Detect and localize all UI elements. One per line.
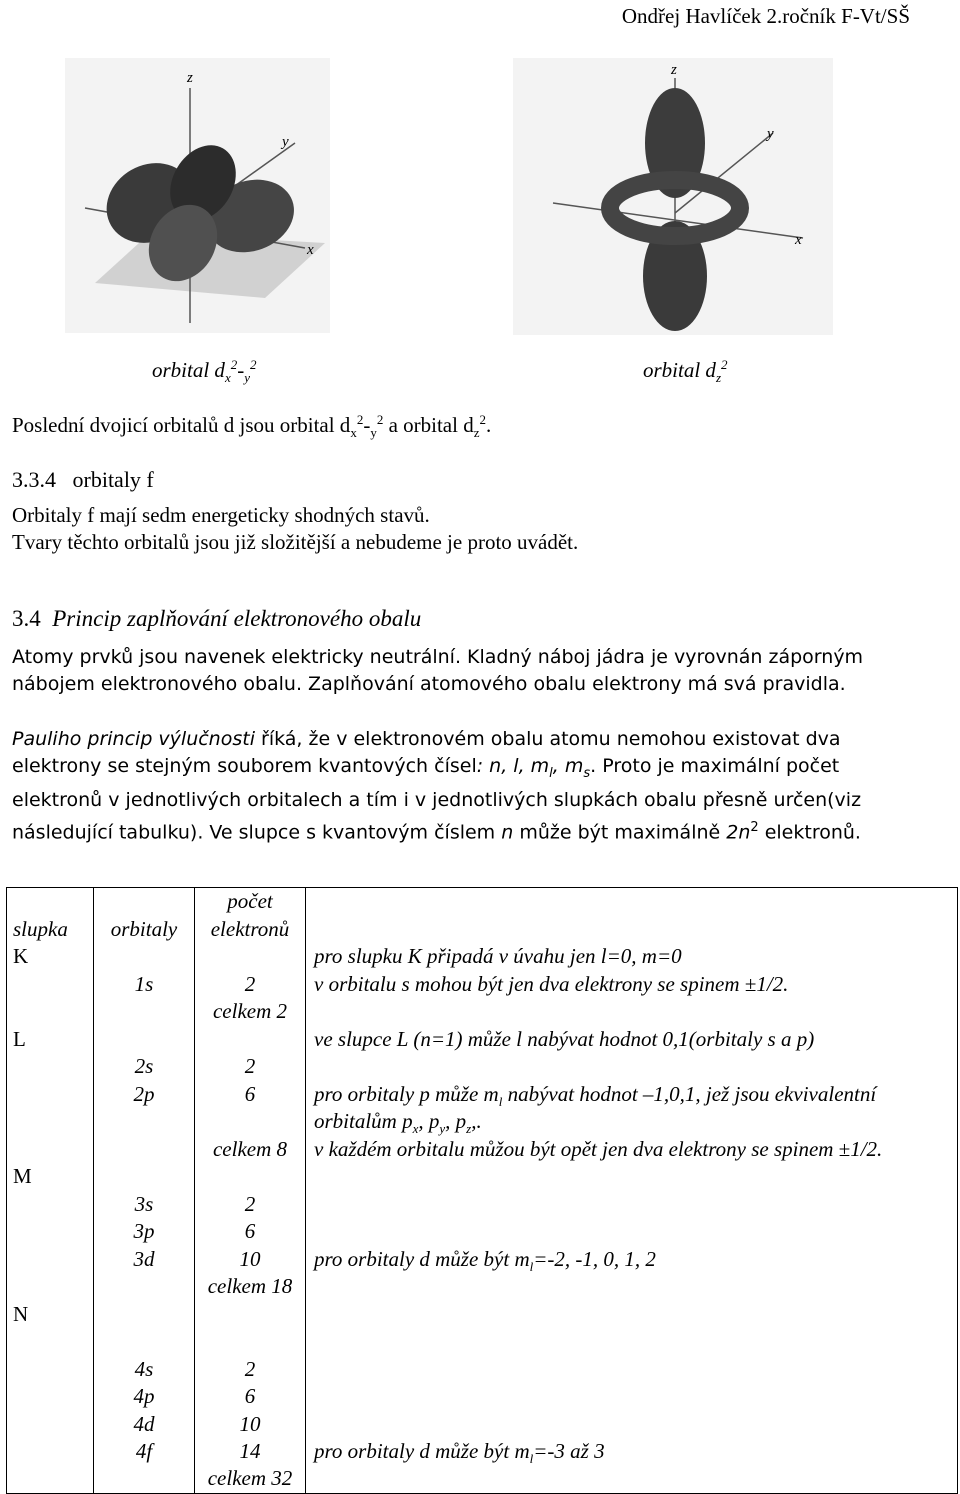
axis-x-label: x (795, 232, 802, 248)
caption-dx2y2: orbital $d_x^2-_y^2$ (152, 357, 257, 386)
shell-K: K (13, 944, 29, 968)
electron-shells-table (6, 887, 958, 1494)
table-row (7, 888, 958, 1494)
caption-dz2: orbital $d_z^2$ (643, 357, 728, 386)
axis-z-label: z (187, 70, 193, 86)
section-3-4-line2: nábojem elektronového obalu. Zaplňování atomového obalu elektrony má svá pravidla. (12, 673, 846, 695)
table-cell-orbitaly-column: orbitaly 1s 2s 2p 3s 3p 3d 4s 4p 4d 4f (94, 888, 195, 1494)
pauli-line2: elektrony se stejným souborem kvantových čísel: n, l, $m_l$, $m_s$. Proto je maximální počet (12, 755, 840, 781)
shell-N: N (13, 1301, 29, 1326)
shell-M: M (13, 1164, 32, 1188)
orbital-dz2-figure (513, 58, 833, 335)
orbital-dz2-image (513, 58, 833, 335)
section-3-4-heading: 3.4 Princip zaplňování elektronového obalu (12, 606, 422, 631)
pauli-line3: elektronů v jednotlivých orbitalech a tím i v jednotlivých slupkách obalu přesně určen(viz (12, 788, 862, 811)
pauli-line1: Pauliho princip výlučnosti říká, že v elektronovém obalu atomu nemohou existovat dva (12, 728, 841, 750)
table-cell-notes-column: pro slupku K připadá v úvahu jen l=0, m=0 v orbitalu s mohou být jen dva elektrony se spinem ±1/2. ve slupce L (n=1) může l nabývat hodnot 0,1(orbitaly s a p) pro orbitaly p může $m_l$ nabývat hodnot –1,0,1, jež jsou ekvivalentní orbitalům $p_x$, $p_y$, $p_z$,. v každém orbitalu můžou být opět jen dva elektrony se spinem ±1/2. pro orbitaly d může být $m_l=-2$, -1, 0, 1, 2 pro orbitaly d může být $m_l=-3$ až 3 (306, 888, 958, 1494)
orbital-dx2y2-figure (65, 58, 330, 333)
table-header-elektronu: elektronů (210, 916, 290, 941)
table-header-orbitaly: orbitaly (110, 916, 178, 941)
axis-x-label: x (307, 242, 314, 258)
section-3-4-line1: Atomy prvků jsou navenek elektricky neutrální. Kladný náboj jádra je vyrovnán záporným (12, 646, 864, 668)
pauli-term: Pauliho princip výlučnosti (12, 728, 255, 750)
axis-y-label: y (282, 134, 289, 150)
last-pair-paragraph: Poslední dvojicí orbitalů d jsou orbital $d_x^2-_y^2$ a orbital $d_z^2$. (12, 412, 492, 441)
axis-y-label: y (767, 126, 774, 142)
table-header-slupka: slupka (13, 916, 68, 941)
table-cell-pocet-column: počet elektronů 2 celkem 2 2 6 celkem 8 2 6 10 celkem 18 2 6 10 14 celkem 32 (195, 888, 306, 1494)
axis-z-label: z (671, 62, 677, 78)
orbital-dx2y2-image (65, 58, 330, 333)
table-header-pocet: počet (227, 889, 273, 913)
table-cell-slupka-column (7, 888, 94, 1494)
pauli-line4: následující tabulku). Ve slupce s kvantovým číslem n může být maximálně $2n^2$ elektronů. (12, 819, 861, 844)
section-3-3-4-heading: 3.3.4 orbitaly f (12, 467, 154, 492)
section-3-3-4-line2: Tvary těchto orbitalů jsou již složitější a nebudeme je proto uvádět. (12, 530, 579, 554)
section-3-3-4-line1: Orbitaly f mají sedm energeticky shodných stavů. (12, 503, 430, 527)
page-header: Ondřej Havlíček 2.ročník F-Vt/SŠ (621, 4, 910, 28)
pauli-paragraph (12, 726, 861, 846)
shell-L: L (13, 1026, 26, 1051)
